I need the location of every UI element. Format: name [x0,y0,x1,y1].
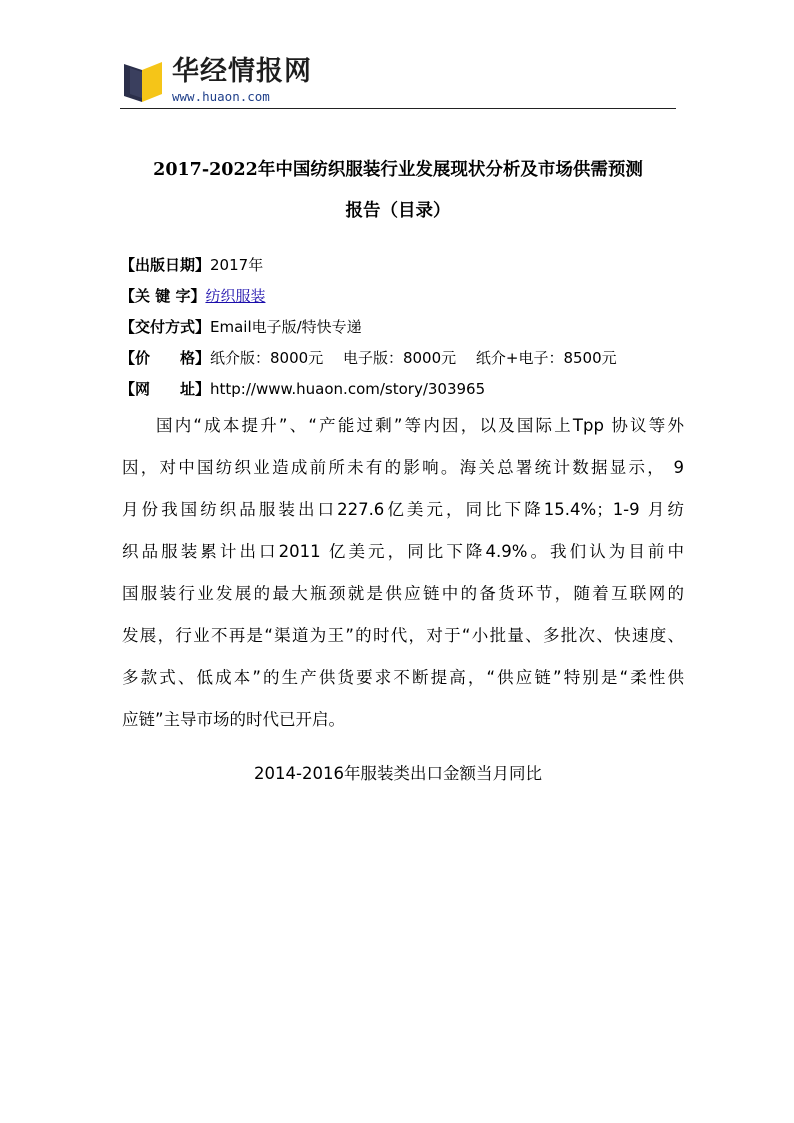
meta-delivery-key: 【交付方式】 [120,318,211,336]
meta-delivery-value: Email电子版/特快专递 [210,318,362,336]
paragraph-line: 多款式、低成本”的生产供货要求不断提高，“供应链”特别是“柔性供 [122,668,684,687]
paragraph-line: 发展，行业不再是“渠道为王”的时代，对于“小批量、多批次、快速度、 [122,626,684,645]
paragraph-line: 因，对中国纺织业造成前所未有的影响。海关总署统计数据显示， 9 [122,458,684,477]
paragraph-line: 织品服装累计出口2011 亿美元，同比下降4.9%。我们认为目前中 [122,542,684,561]
brand-name: 华经情报网 [172,56,312,87]
meta-url-value[interactable]: http://www.huaon.com/story/303965 [210,380,486,398]
page-header [120,52,676,110]
meta-price-value: 纸介版：8000元 电子版：8000元 纸介+电子：8500元 [210,349,617,367]
huaon-logo-icon [122,58,164,104]
meta-keyword [120,286,265,306]
meta-url-key: 【网 址】 [120,380,211,398]
meta-keyword-link[interactable]: 纺织服装 [205,287,266,305]
paragraph-line: 国服装行业发展的最大瓶颈就是供应链中的备货环节，随着互联网的 [122,584,684,603]
meta-publish-date [120,255,263,275]
chart-caption: 2014-2016年服装类出口金额当月同比 [254,764,542,783]
report-title-line-2: 报告（目录） [345,201,451,221]
meta-publish-date-value: 2017年 [210,256,264,274]
meta-price-key: 【价 格】 [120,349,211,367]
meta-price [120,348,617,368]
brand-url[interactable]: www.huaon.com [172,89,270,104]
paragraph-line: 应链”主导市场的时代已开启。 [122,710,346,729]
meta-delivery [120,317,362,337]
paragraph-line: 月份我国纺织品服装出口227.6亿美元，同比下降15.4%；1-9 月纺 [122,500,684,519]
header-divider [120,108,676,109]
report-title-line-1: 2017-2022年中国纺织服装行业发展现状分析及市场供需预测 [153,160,643,180]
paragraph-line: 国内“成本提升”、“产能过剩”等内因，以及国际上Tpp 协议等外 [156,416,684,435]
meta-publish-date-key: 【出版日期】 [120,256,211,274]
meta-url [120,379,485,399]
meta-keyword-key: 【关 键 字】 [120,287,206,305]
